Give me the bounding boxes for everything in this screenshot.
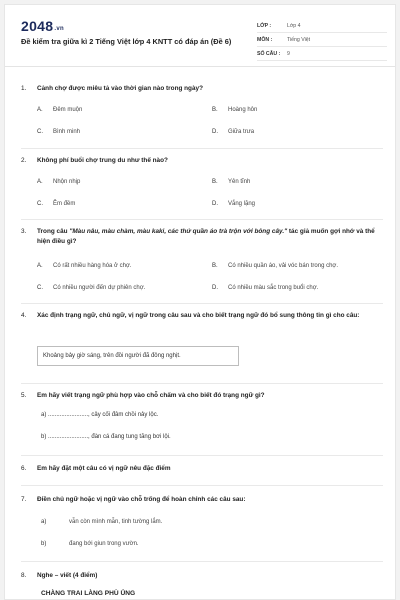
option-text: Đêm muộn xyxy=(53,107,83,113)
meta-label: MÔN : xyxy=(257,36,273,43)
question-number: 5. xyxy=(21,392,27,399)
site-logo[interactable] xyxy=(21,18,64,34)
question-number: 8. xyxy=(21,572,27,579)
question-text xyxy=(37,227,383,247)
question-number: 7. xyxy=(21,496,27,503)
option-text: Giữa trưa xyxy=(228,129,255,135)
divider xyxy=(21,561,383,562)
question-number: 6. xyxy=(21,465,27,472)
option-3a[interactable] xyxy=(37,263,132,269)
fill-item-7b[interactable] xyxy=(41,541,139,547)
option-letter: A. xyxy=(37,179,43,185)
option-letter: A. xyxy=(37,263,43,269)
option-text: Vắng lặng xyxy=(228,201,256,207)
question-5 xyxy=(21,391,383,401)
item-letter: a) xyxy=(41,412,47,418)
option-text: Yên tĩnh xyxy=(228,179,251,185)
passage-title: CHÀNG TRAI LÀNG PHÙ ỦNG xyxy=(41,590,136,597)
item-letter: a) xyxy=(41,519,47,525)
option-3b[interactable] xyxy=(212,263,338,269)
divider xyxy=(21,485,383,486)
divider xyxy=(21,303,383,304)
item-letter: b) xyxy=(41,434,47,440)
question-7 xyxy=(21,495,383,505)
option-letter: C. xyxy=(37,201,43,207)
question-text: Không phí buổi chợ trung du như thế nào? xyxy=(37,157,168,164)
option-2a[interactable] xyxy=(37,179,80,185)
logo-text: 2048 xyxy=(21,18,54,34)
meta-row-subject xyxy=(257,33,387,47)
meta-label: SỐ CÂU : xyxy=(257,50,281,57)
option-letter: A. xyxy=(37,107,43,113)
question-2 xyxy=(21,156,383,166)
question-3 xyxy=(21,227,383,247)
divider xyxy=(21,455,383,456)
page-title: Đề kiểm tra giữa kì 2 Tiếng Việt lớp 4 KNTT có đáp án (Đề 6) xyxy=(21,37,232,46)
meta-label: LỚP : xyxy=(257,22,272,29)
item-letter: b) xyxy=(41,541,47,547)
option-text: Hoàng hôn xyxy=(228,107,258,113)
meta-row-count xyxy=(257,47,387,61)
question-number: 4. xyxy=(21,312,27,319)
option-letter: B. xyxy=(212,263,218,269)
question-text: Cảnh chợ được miêu tả vào thời gian nào trong ngày? xyxy=(37,85,203,92)
option-1b[interactable] xyxy=(212,107,257,113)
question-text: Em hãy đặt một câu có vị ngữ nêu đặc điểm xyxy=(37,465,171,472)
meta-row-grade xyxy=(257,19,387,33)
question-text: Em hãy viết trạng ngữ phù hợp vào chỗ chấm và cho biết đó trạng ngữ gì? xyxy=(37,392,265,399)
item-text: đang bới giun trong vườn. xyxy=(69,541,139,547)
item-text: vẫn còn mình mẫn, tinh tường lắm. xyxy=(69,519,163,525)
option-3d[interactable] xyxy=(212,285,318,291)
meta-value: 9 xyxy=(287,50,290,57)
question-text: Nghe – viết (4 điểm) xyxy=(37,572,98,579)
item-text: ........................, đàn cá đang tung tăng bơi lội. xyxy=(48,434,171,440)
question-quote: "Màu nâu, màu chàm, màu kaki, các thứ quần áo trà trộn với bông cây." xyxy=(69,228,288,235)
option-letter: D. xyxy=(212,285,218,291)
option-1d[interactable] xyxy=(212,129,254,135)
question-8 xyxy=(21,571,383,581)
option-letter: B. xyxy=(212,179,218,185)
option-letter: D. xyxy=(212,129,218,135)
fill-item-5a[interactable] xyxy=(41,412,158,418)
question-text-pre: Trong câu xyxy=(37,228,70,235)
option-2b[interactable] xyxy=(212,179,250,185)
option-text: Bình minh xyxy=(53,129,81,135)
question-1 xyxy=(21,84,383,94)
option-2c[interactable] xyxy=(37,201,75,207)
item-text: ........................, cây cối đâm chồi nảy lộc. xyxy=(48,412,159,418)
exam-sheet xyxy=(4,4,396,600)
logo-suffix: .vn xyxy=(54,26,64,32)
question-number: 1. xyxy=(21,85,27,92)
meta-value: Tiếng Việt xyxy=(287,36,311,43)
question-number: 3. xyxy=(21,228,27,235)
option-3c[interactable] xyxy=(37,285,145,291)
option-1a[interactable] xyxy=(37,107,82,113)
question-text: Xác định trạng ngữ, chủ ngữ, vị ngữ trong câu sau và cho biết trạng ngữ đó bổ sung thông tin gì cho câu: xyxy=(37,312,360,319)
option-text: Có rất nhiều hàng hóa ở chợ. xyxy=(53,263,132,269)
fill-item-5b[interactable] xyxy=(41,434,171,440)
option-text: Êm đềm xyxy=(53,201,76,207)
divider xyxy=(21,219,383,220)
option-letter: C. xyxy=(37,285,43,291)
question-6 xyxy=(21,464,383,474)
option-letter: C. xyxy=(37,129,43,135)
option-text: Có nhiều quần áo, vải vóc bán trong chợ. xyxy=(228,263,339,269)
option-letter: D. xyxy=(212,201,218,207)
divider xyxy=(21,148,383,149)
option-1c[interactable] xyxy=(37,129,80,135)
option-2d[interactable] xyxy=(212,201,255,207)
meta-table xyxy=(257,19,387,61)
option-text: Nhộn nhịp xyxy=(53,179,81,185)
question-number: 2. xyxy=(21,157,27,164)
meta-value: Lớp 4 xyxy=(287,22,301,29)
question-4 xyxy=(21,311,383,321)
question-text: Điền chủ ngữ hoặc vị ngữ vào chỗ trống để hoàn chỉnh các câu sau: xyxy=(37,496,246,503)
header xyxy=(5,5,395,67)
option-text: Có nhiều màu sắc trong buổi chợ. xyxy=(228,285,319,291)
question-text-post: tác giả muốn gợi nhớ và thể hiện điều gì? xyxy=(37,228,375,245)
divider xyxy=(21,383,383,384)
quote-box: Khoảng bảy giờ sáng, trên đồi người đã đông nghịt. xyxy=(37,346,239,366)
fill-item-7a[interactable] xyxy=(41,519,162,525)
option-text: Có nhiều người đến dự phiên chợ. xyxy=(53,285,146,291)
option-letter: B. xyxy=(212,107,218,113)
